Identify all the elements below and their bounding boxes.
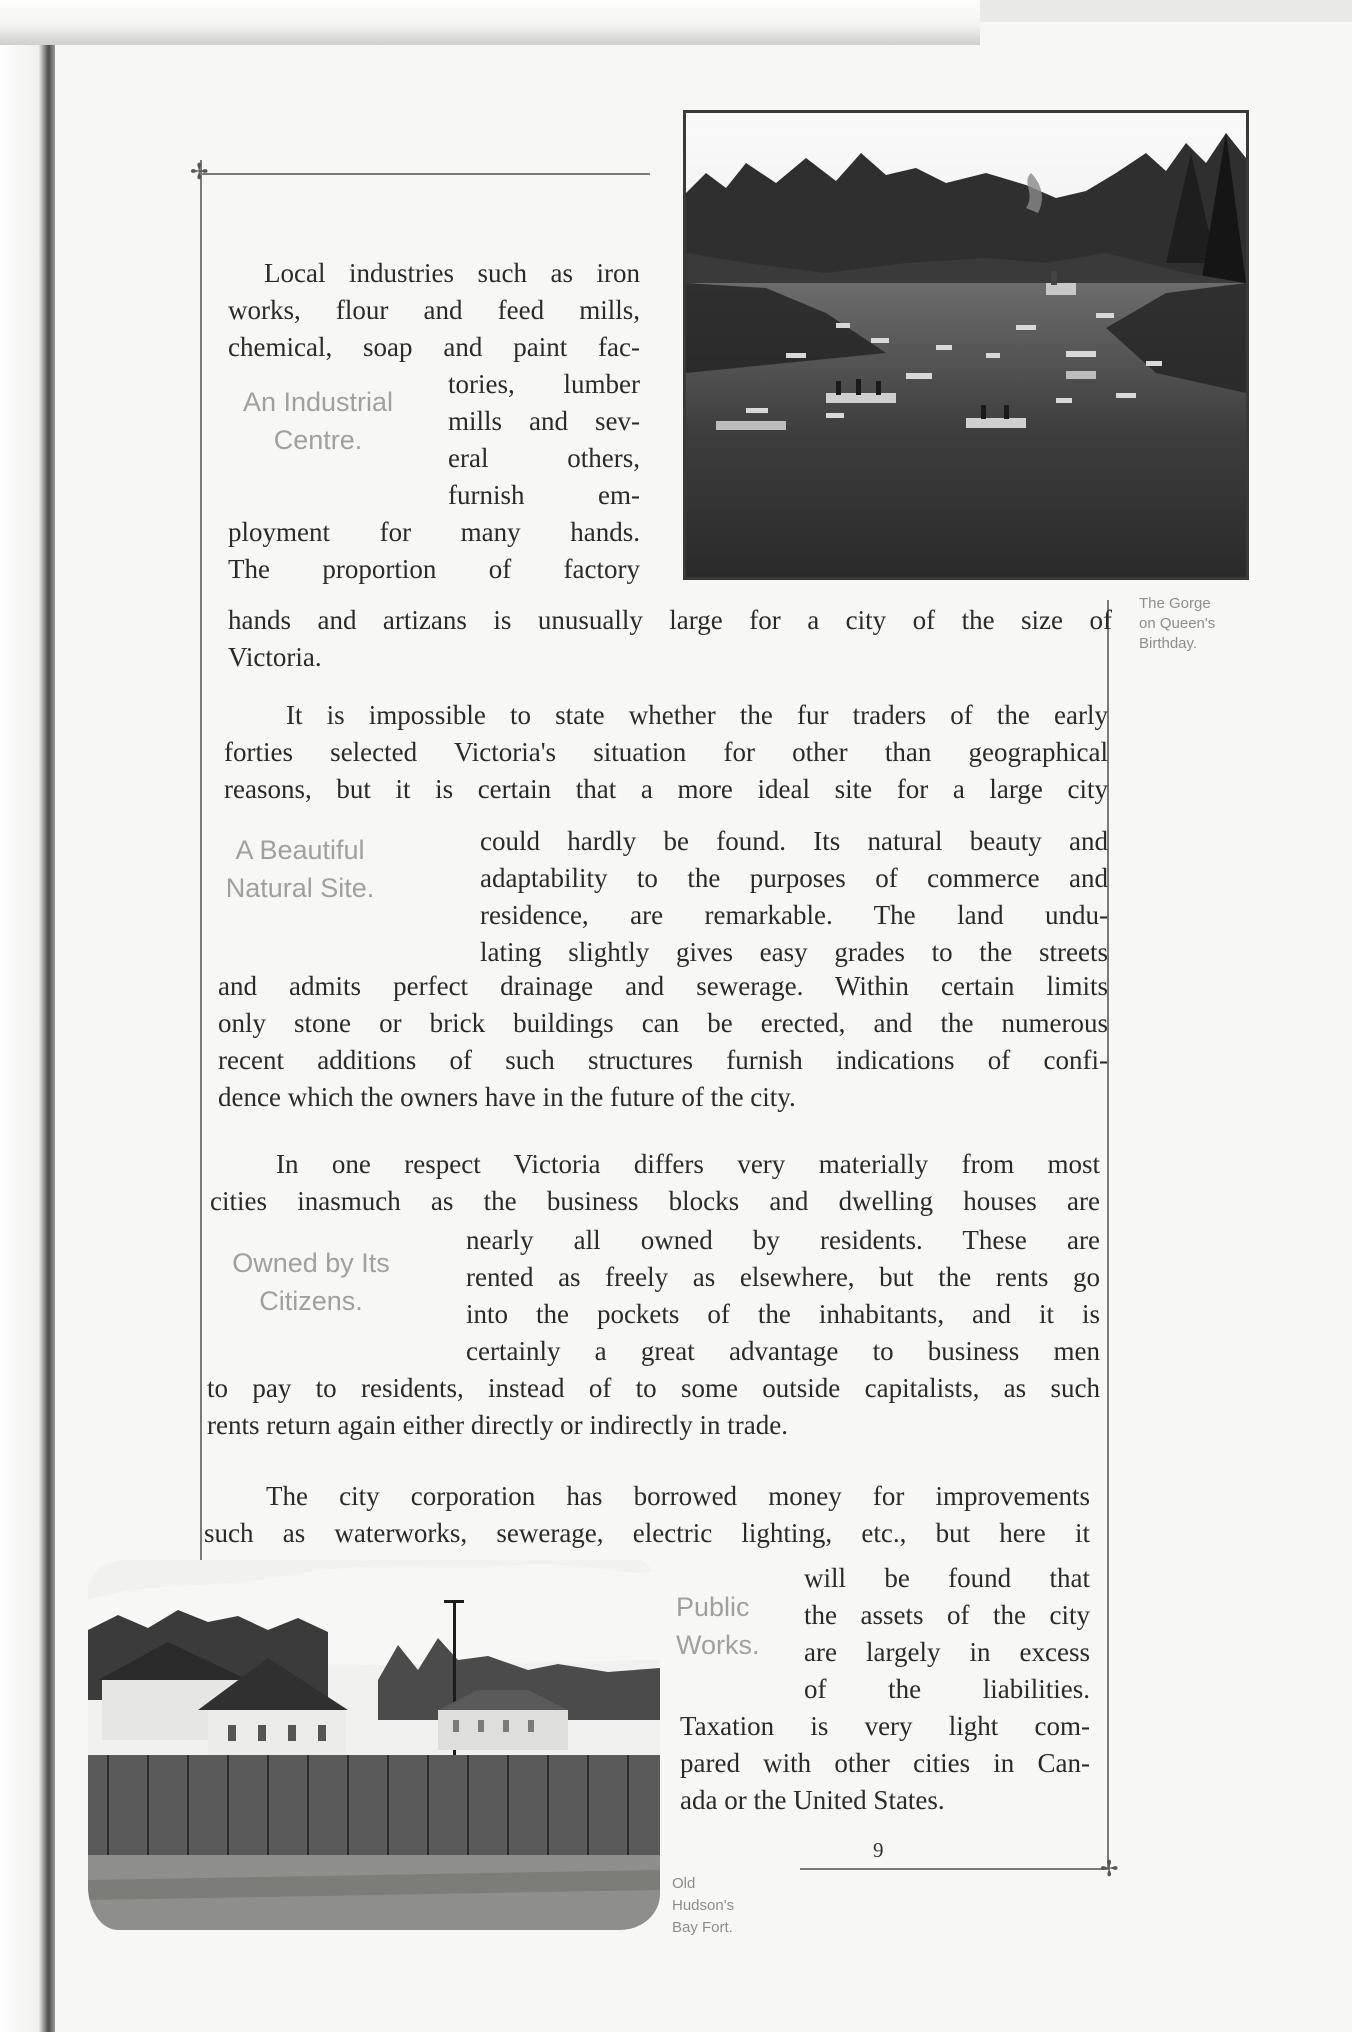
- text-line: to pay to residents, instead of to some outside capitalists, as such: [207, 1373, 1100, 1403]
- text-line: tories, lumber: [448, 369, 640, 399]
- text-line: certainly a great advantage to business men: [466, 1336, 1100, 1366]
- text-line: and admits perfect drainage and sewerage. Within certain limits: [218, 971, 1108, 1001]
- paragraph-owned-tail: [207, 1370, 1100, 1444]
- text-line: the assets of the city: [804, 1600, 1090, 1630]
- paragraph-public-works-head: [204, 1478, 1090, 1552]
- paragraph-industrial-end: [228, 602, 1112, 676]
- text-line: In one respect Victoria differs very materially from most: [276, 1149, 1100, 1179]
- photo-gorge: [683, 110, 1249, 580]
- text-line: Local industries such as iron: [264, 258, 640, 288]
- text-line: It is impossible to state whether the fur traders of the early: [286, 700, 1108, 730]
- caption-hudsons-bay-fort: [672, 1873, 734, 1939]
- side-heading-line: An Industrial: [242, 387, 394, 417]
- paragraph-industrial-wrap: [448, 366, 640, 514]
- photo-hudsons-bay-fort: [88, 1560, 660, 1930]
- side-heading-line: Works.: [676, 1630, 760, 1660]
- text-line: forties selected Victoria's situation for other than geographical: [224, 737, 1108, 767]
- caption-line: The Gorge: [1139, 595, 1211, 612]
- text-line: pared with other cities in Can-: [680, 1748, 1090, 1778]
- side-heading-industrial-centre: [218, 383, 418, 459]
- paragraph-industrial-tail: [228, 514, 640, 588]
- caption-line: Bay Fort.: [672, 1919, 733, 1936]
- paragraph-owned-wrap: [466, 1222, 1100, 1370]
- text-line: lating slightly gives easy grades to the streets: [480, 937, 1108, 967]
- text-line: residence, are remarkable. The land undu-: [480, 900, 1108, 930]
- caption-gorge: [1139, 594, 1215, 654]
- page-edge-left: [0, 0, 55, 2032]
- side-heading-natural-site: [200, 831, 400, 907]
- text-line: will be found that: [804, 1563, 1090, 1593]
- text-line: Victoria.: [228, 642, 322, 672]
- paragraph-owned-head: [210, 1146, 1100, 1220]
- page-number: 9: [873, 1838, 884, 1862]
- text-line: recent additions of such structures furnish indications of confi-: [218, 1045, 1108, 1075]
- text-line: into the pockets of the inhabitants, and it is: [466, 1299, 1100, 1329]
- text-line: ada or the United States.: [680, 1785, 945, 1815]
- text-line: rented as freely as elsewhere, but the rents go: [466, 1262, 1100, 1292]
- paragraph-natural-site-tail: [218, 968, 1108, 1116]
- corner-ornament-bottom-right: ✢: [1100, 1856, 1119, 1881]
- text-line: furnish em-: [448, 480, 640, 510]
- text-line: cities inasmuch as the business blocks and dwelling houses are: [210, 1186, 1100, 1216]
- side-heading-line: Owned by Its: [232, 1248, 390, 1278]
- text-line: are largely in excess: [804, 1637, 1090, 1667]
- side-heading-line: Centre.: [273, 425, 363, 455]
- paragraph-public-works-wrap: [804, 1560, 1090, 1708]
- side-heading-line: Public: [676, 1592, 750, 1622]
- paragraph-public-works-tail: [680, 1708, 1090, 1819]
- text-line: such as waterworks, sewerage, electric lighting, etc., but here it: [204, 1518, 1090, 1548]
- side-heading-line: Natural Site.: [225, 873, 375, 903]
- caption-line: Hudson's: [672, 1897, 735, 1914]
- text-line: chemical, soap and paint fac-: [228, 332, 640, 362]
- frame-rule-bottom: [800, 1868, 1107, 1870]
- text-line: of the liabilities.: [804, 1674, 1090, 1704]
- text-line: adaptability to the purposes of commerce and: [480, 863, 1108, 893]
- text-line: Taxation is very light com-: [680, 1711, 1090, 1741]
- frame-rule-top: [200, 173, 650, 175]
- text-line: rents return again either directly or indirectly in trade.: [207, 1410, 789, 1440]
- text-line: eral others,: [448, 443, 640, 473]
- corner-ornament-top-left: ✢: [190, 159, 209, 184]
- side-heading-line: Citizens.: [259, 1286, 363, 1316]
- paragraph-industrial-head: [228, 255, 640, 366]
- text-line: nearly all owned by residents. These are: [466, 1225, 1100, 1255]
- text-line: hands and artizans is unusually large for a city of the size of: [228, 605, 1112, 635]
- text-line: ployment for many hands.: [228, 517, 640, 547]
- caption-line: Old: [672, 1875, 696, 1892]
- text-line: works, flour and feed mills,: [228, 295, 640, 325]
- text-line: The proportion of factory: [228, 554, 640, 584]
- page-edge-top: [0, 0, 980, 45]
- text-line: could hardly be found. Its natural beauty and: [480, 826, 1108, 856]
- text-line: only stone or brick buildings can be erected, and the numerous: [218, 1008, 1108, 1038]
- text-line: The city corporation has borrowed money for improvements: [266, 1481, 1090, 1511]
- caption-line: Birthday.: [1139, 635, 1198, 652]
- paragraph-natural-site-head: [224, 697, 1108, 808]
- text-line: dence which the owners have in the future of the city.: [218, 1082, 796, 1112]
- paragraph-natural-site-wrap: [480, 823, 1108, 971]
- text-line: mills and sev-: [448, 406, 640, 436]
- text-line: reasons, but it is certain that a more ideal site for a large city: [224, 774, 1108, 804]
- side-heading-line: A Beautiful: [235, 835, 365, 865]
- caption-line: on Queen's: [1139, 615, 1216, 632]
- side-heading-public-works: [676, 1588, 796, 1664]
- side-heading-owned-by-citizens: [200, 1244, 422, 1320]
